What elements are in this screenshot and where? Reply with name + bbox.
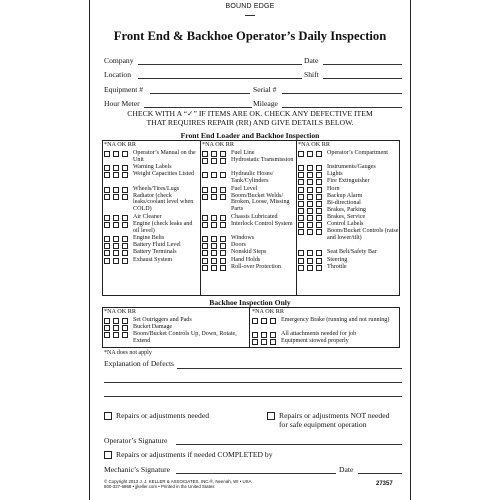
rr-checkbox[interactable] [220, 187, 226, 193]
rr-checkbox[interactable] [220, 194, 226, 200]
checklist-item: Boom/Bucket Controls (raise and lower/tilt) [327, 228, 399, 241]
na-checkbox[interactable] [298, 215, 304, 221]
checklist-item: Control Labels [327, 221, 364, 227]
equipment-label: Equipment # [104, 85, 144, 94]
serial-field[interactable] [282, 93, 402, 94]
bound-edge-label: BOUND EDGE [225, 3, 275, 10]
serial-label: Serial # [253, 85, 277, 94]
ok-checkbox[interactable] [307, 201, 313, 207]
ok-checkbox[interactable] [211, 187, 217, 193]
checklist-item: Instruments/Gauges [327, 164, 376, 171]
checklist-item: All attachments needed for job [281, 331, 357, 338]
col-head-3: *NA OK RR [298, 141, 330, 148]
na-checkbox[interactable] [202, 222, 208, 228]
checklist-item: Battery Fluid Level [133, 242, 181, 249]
hour-meter-field[interactable] [144, 107, 252, 108]
na-checkbox[interactable] [202, 158, 208, 164]
rr-checkbox[interactable] [122, 165, 128, 171]
instructions-line-1: CHECK WITH A “✓” IF ITEMS ARE OK. CHECK ANY DEFECTIVE ITEM [127, 109, 373, 118]
checklist-item: Backup Alarm [327, 192, 363, 199]
checklist-item: Hydraulic Hoses/ Tank/Cylinders [231, 171, 274, 185]
ok-checkbox[interactable] [113, 187, 119, 193]
rr-checkbox[interactable] [220, 151, 226, 157]
na-checkbox[interactable] [202, 243, 208, 249]
checklist-item: Warning Labels [133, 164, 172, 171]
ok-checkbox[interactable] [261, 339, 267, 345]
checklist-item: Weight Capacities Listed [133, 171, 195, 178]
explanation-line[interactable] [104, 396, 402, 397]
checklist-item: Equipment stowed properly [281, 338, 349, 345]
rr-checkbox[interactable] [270, 318, 276, 324]
col-head-1: *NA OK RR [104, 141, 136, 148]
column-divider [296, 140, 297, 296]
rr-checkbox[interactable] [220, 222, 226, 228]
rr-checkbox[interactable] [316, 165, 322, 171]
checklist-item: Fuel Line [231, 150, 255, 156]
company-field[interactable] [138, 64, 302, 65]
checklist-item: Engine Belts [133, 235, 165, 242]
repairs-not-needed-label-2: for safe equipment operation [279, 420, 367, 429]
checklist-item: Operator’s Compartment [327, 150, 388, 156]
date-label: Date [304, 56, 319, 65]
hour-meter-label: Hour Meter [104, 99, 140, 108]
ok-checkbox[interactable] [113, 236, 119, 242]
rr-checkbox[interactable] [316, 172, 322, 178]
na-checkbox[interactable] [298, 258, 304, 264]
rr-checkbox[interactable] [122, 258, 128, 264]
operator-signature-label: Operator’s Signature [104, 436, 168, 445]
company-label: Company [104, 56, 134, 65]
ok-checkbox[interactable] [307, 179, 313, 185]
bound-edge-mark [245, 15, 255, 16]
na-note: *NA does not apply [104, 350, 152, 356]
na-checkbox[interactable] [202, 258, 208, 264]
rr-checkbox[interactable] [270, 339, 276, 345]
mileage-label: Mileage [253, 99, 278, 108]
na-checkbox[interactable] [104, 165, 110, 171]
rr-checkbox[interactable] [220, 172, 226, 178]
rr-checkbox[interactable] [122, 250, 128, 256]
checklist-item: Boom/Bucket Welds/ Broken, Loose, Missing Parts [231, 192, 290, 213]
checklist-item: Boom/Bucket Controls Up, Down, Rotate, Extend [133, 331, 237, 344]
na-checkbox[interactable] [104, 325, 110, 331]
rr-checkbox[interactable] [316, 194, 322, 200]
copyright-line-1: © Copyright 2013 J. J. KELLER & ASSOCIATES, INC.®, Neenah, WI • USA [104, 479, 252, 484]
repairs-needed-label: Repairs or adjustments needed [116, 411, 209, 420]
equipment-field[interactable] [150, 93, 250, 94]
rr-checkbox[interactable] [122, 243, 128, 249]
rr-checkbox[interactable] [122, 222, 128, 228]
location-label: Location [104, 70, 131, 79]
shift-label: Shift [304, 70, 319, 79]
rr-checkbox[interactable] [316, 179, 322, 185]
rr-checkbox[interactable] [220, 215, 226, 221]
checklist-item: Exhaust System [133, 256, 173, 263]
rr-checkbox[interactable] [316, 229, 322, 235]
ok-checkbox[interactable] [113, 258, 119, 264]
checklist-item: Nonskid Steps [231, 249, 267, 256]
na-checkbox[interactable] [104, 258, 110, 264]
mechanic-date-label: Date [339, 465, 354, 474]
rr-checkbox[interactable] [122, 236, 128, 242]
repairs-not-needed-checkbox[interactable] [267, 412, 275, 420]
ok-checkbox[interactable] [113, 318, 119, 324]
backhoe-col-head-1: *NA OK RR [104, 308, 136, 315]
instructions [90, 109, 410, 127]
rr-checkbox[interactable] [122, 187, 128, 193]
repairs-completed-checkbox[interactable] [104, 451, 112, 459]
rr-checkbox[interactable] [220, 250, 226, 256]
backhoe-col-head-2: *NA OK RR [252, 308, 284, 315]
na-checkbox[interactable] [298, 229, 304, 235]
na-checkbox[interactable] [252, 339, 258, 345]
checklist-item: Bi-directional [327, 199, 361, 206]
ok-checkbox[interactable] [307, 208, 313, 214]
ok-checkbox[interactable] [307, 194, 313, 200]
ok-checkbox[interactable] [307, 258, 313, 264]
mechanic-signature-label: Mechanic’s Signature [104, 465, 171, 474]
checklist-item: Air Cleaner [133, 213, 162, 220]
copyright-line-2: 800-327-6868 • jjkeller.com • Printed in the United States [104, 484, 215, 490]
checklist-item: Roll-over Protection [231, 263, 281, 270]
rr-checkbox[interactable] [316, 215, 322, 221]
rr-checkbox[interactable] [122, 172, 128, 178]
rr-checkbox[interactable] [316, 265, 322, 271]
ok-checkbox[interactable] [261, 318, 267, 324]
form-title: Front End & Backhoe Operator’s Daily Inspection [113, 29, 387, 43]
checklist-item: Engine (check leaks and oil level) [133, 221, 193, 234]
column-divider [200, 140, 201, 296]
checklist-item: Chassis Lubricated [231, 213, 278, 220]
checklist-item: Steering [327, 256, 348, 263]
checklist-item: Radiator (check leaks/coolant level when COLD) [133, 192, 194, 213]
explanation-label: Explanation of Defects [104, 359, 175, 368]
ok-checkbox[interactable] [307, 265, 313, 271]
form-number: 27357 [376, 481, 393, 487]
ok-checkbox[interactable] [211, 151, 217, 157]
na-checkbox[interactable] [104, 194, 110, 200]
ok-checkbox[interactable] [113, 243, 119, 249]
repairs-not-needed-label: Repairs or adjustments NOT needed [279, 411, 390, 420]
ok-checkbox[interactable] [113, 215, 119, 221]
na-checkbox[interactable] [298, 208, 304, 214]
na-checkbox[interactable] [104, 222, 110, 228]
column-divider [249, 307, 250, 348]
ok-checkbox[interactable] [307, 215, 313, 221]
na-checkbox[interactable] [298, 165, 304, 171]
na-checkbox[interactable] [104, 318, 110, 324]
rr-checkbox[interactable] [220, 258, 226, 264]
ok-checkbox[interactable] [211, 236, 217, 242]
na-checkbox[interactable] [298, 222, 304, 228]
mileage-field[interactable] [282, 107, 402, 108]
na-checkbox[interactable] [104, 151, 110, 157]
na-checkbox[interactable] [202, 151, 208, 157]
backhoe-section-title: Backhoe Inspection Only [209, 298, 291, 307]
mechanic-signature-field[interactable] [176, 473, 336, 474]
na-checkbox[interactable] [202, 215, 208, 221]
repairs-completed-label: Repairs or adjustments if needed COMPLETED by [116, 450, 273, 459]
na-checkbox[interactable] [298, 179, 304, 185]
checklist-item: Operator’s Manual on the Unit [133, 150, 196, 163]
repairs-needed-checkbox[interactable] [104, 412, 112, 420]
rr-checkbox[interactable] [122, 215, 128, 221]
explanation-line[interactable] [104, 382, 402, 383]
na-checkbox[interactable] [104, 332, 110, 338]
na-checkbox[interactable] [252, 332, 258, 338]
checklist-item: Windows [231, 235, 255, 242]
na-checkbox[interactable] [202, 172, 208, 178]
na-checkbox[interactable] [202, 194, 208, 200]
ok-checkbox[interactable] [307, 229, 313, 235]
ok-checkbox[interactable] [113, 332, 119, 338]
ok-checkbox[interactable] [211, 250, 217, 256]
rr-checkbox[interactable] [316, 201, 322, 207]
shift-field[interactable] [323, 78, 402, 79]
rr-checkbox[interactable] [122, 332, 128, 338]
rr-checkbox[interactable] [316, 222, 322, 228]
checklist-item: Hand Holds [231, 256, 261, 263]
ok-checkbox[interactable] [113, 172, 119, 178]
na-checkbox[interactable] [104, 172, 110, 178]
inspection-form [89, 0, 411, 500]
ok-checkbox[interactable] [211, 215, 217, 221]
na-checkbox[interactable] [298, 201, 304, 207]
checklist-item: Wheels/Tires/Lugs [133, 185, 180, 192]
ok-checkbox[interactable] [113, 222, 119, 228]
checklist-item: Brakes, Parking [327, 206, 366, 213]
checklist-item: Fuel Level [231, 185, 258, 192]
na-checkbox[interactable] [104, 243, 110, 249]
ok-checkbox[interactable] [211, 258, 217, 264]
na-checkbox[interactable] [104, 236, 110, 242]
rr-checkbox[interactable] [220, 243, 226, 249]
ok-checkbox[interactable] [307, 165, 313, 171]
rr-checkbox[interactable] [220, 265, 226, 271]
rr-checkbox[interactable] [122, 194, 128, 200]
copyright-footer [104, 479, 252, 489]
na-checkbox[interactable] [104, 250, 110, 256]
ok-checkbox[interactable] [307, 222, 313, 228]
instructions-line-2: THAT REQUIRES REPAIR (RR) AND GIVE DETAILS BELOW. [146, 118, 354, 127]
ok-checkbox[interactable] [113, 151, 119, 157]
na-checkbox[interactable] [252, 318, 258, 324]
na-checkbox[interactable] [202, 265, 208, 271]
checklist-item: Lights [327, 171, 343, 178]
ok-checkbox[interactable] [261, 332, 267, 338]
checklist-item: Throttle [327, 263, 347, 270]
ok-checkbox[interactable] [113, 165, 119, 171]
ok-checkbox[interactable] [307, 172, 313, 178]
mechanic-date-field[interactable] [358, 473, 402, 474]
rr-checkbox[interactable] [122, 325, 128, 331]
checklist-item: Bucket Damage [133, 324, 173, 331]
checklist-item: Seat Belt/Safety Bar [327, 249, 377, 256]
col-head-2: *NA OK RR [202, 141, 234, 148]
ok-checkbox[interactable] [211, 265, 217, 271]
ok-checkbox[interactable] [211, 158, 217, 164]
rr-checkbox[interactable] [270, 332, 276, 338]
na-checkbox[interactable] [298, 265, 304, 271]
ok-checkbox[interactable] [211, 243, 217, 249]
rr-checkbox[interactable] [316, 187, 322, 193]
na-checkbox[interactable] [202, 187, 208, 193]
checklist-item: Fire Extinguisher [327, 178, 370, 185]
na-checkbox[interactable] [298, 194, 304, 200]
ok-checkbox[interactable] [113, 194, 119, 200]
na-checkbox[interactable] [298, 172, 304, 178]
rr-checkbox[interactable] [220, 158, 226, 164]
ok-checkbox[interactable] [211, 222, 217, 228]
ok-checkbox[interactable] [307, 250, 313, 256]
ok-checkbox[interactable] [113, 325, 119, 331]
location-field[interactable] [138, 78, 302, 79]
rr-checkbox[interactable] [316, 258, 322, 264]
date-field[interactable] [323, 64, 402, 65]
ok-checkbox[interactable] [113, 250, 119, 256]
operator-signature-field[interactable] [176, 444, 402, 445]
checklist-item: Hydrostatic Transmission [231, 157, 294, 164]
explanation-line[interactable] [177, 368, 402, 369]
na-checkbox[interactable] [298, 187, 304, 193]
na-checkbox[interactable] [298, 151, 304, 157]
front-end-section-title: Front End Loader and Backhoe Inspection [180, 131, 320, 140]
checklist-item: Set Outriggers and Pads [133, 317, 192, 323]
na-checkbox[interactable] [202, 236, 208, 242]
checklist-item: Emergency Brake (running and not running) [281, 317, 390, 323]
na-checkbox[interactable] [298, 250, 304, 256]
checklist-item: Interlock Control System [231, 221, 293, 227]
rr-checkbox[interactable] [316, 208, 322, 214]
rr-checkbox[interactable] [122, 151, 128, 157]
rr-checkbox[interactable] [316, 250, 322, 256]
na-checkbox[interactable] [202, 250, 208, 256]
rr-checkbox[interactable] [220, 236, 226, 242]
ok-checkbox[interactable] [307, 151, 313, 157]
checklist-item: Battery Terminals [133, 249, 177, 256]
rr-checkbox[interactable] [122, 318, 128, 324]
ok-checkbox[interactable] [211, 172, 217, 178]
checklist-item: Doors [231, 242, 246, 249]
na-checkbox[interactable] [104, 187, 110, 193]
ok-checkbox[interactable] [307, 187, 313, 193]
checklist-item: Horn [327, 185, 340, 192]
na-checkbox[interactable] [104, 215, 110, 221]
checklist-item: Brakes, Service [327, 213, 366, 220]
ok-checkbox[interactable] [211, 194, 217, 200]
rr-checkbox[interactable] [316, 151, 322, 157]
